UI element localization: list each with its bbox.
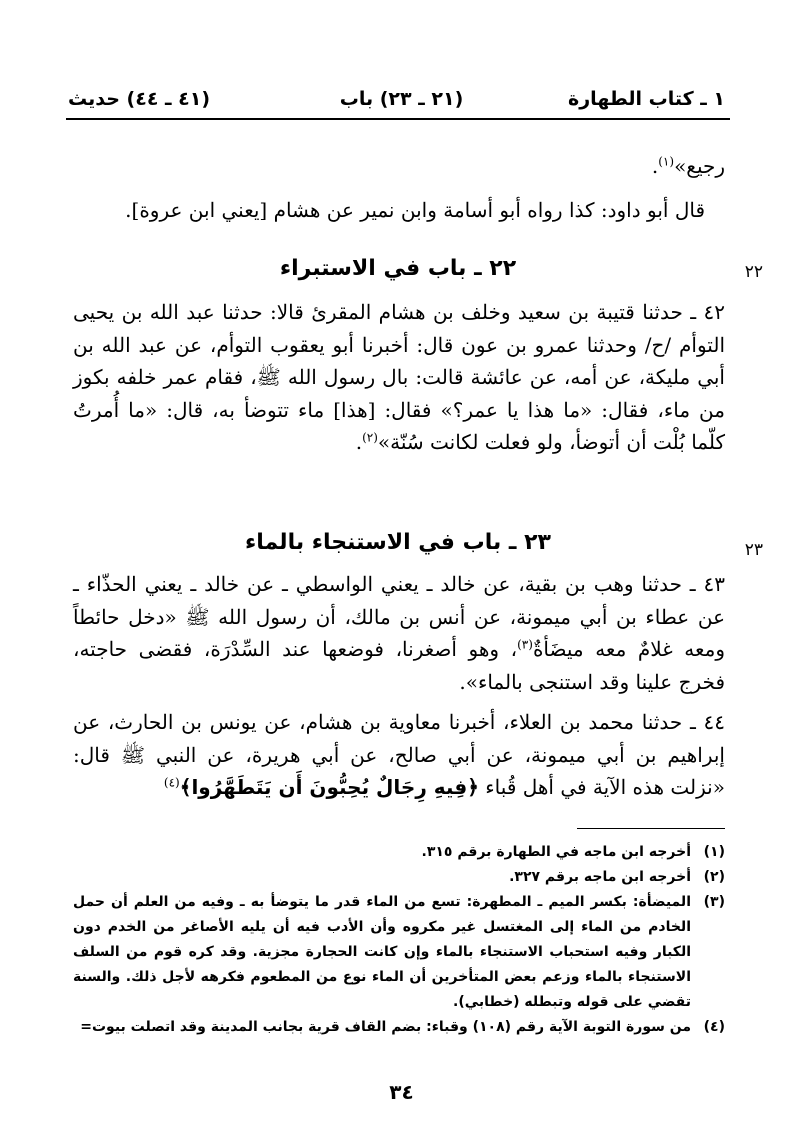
page-number: ٣٤ [389,1080,414,1104]
margin-section-number-23: ٢٣ [744,540,763,560]
footnote-3 [73,890,725,1015]
footnote-text: من سورة التوبة الآية رقم (١٠٨) وقباء: بضم القاف قرية بجانب المدينة وقد اتصلت بيوت= [80,1019,691,1035]
footnote-number: (٢) [703,869,725,885]
hadith-42-end: . [355,430,363,454]
hadith-43 [73,568,725,698]
quran-verse: ﴿فِيهِ رِجَالٌ يُحِبُّونَ أَن يَتَطَهَّرُوا﴾ [179,775,479,799]
footnote-ref-4: (٤) [163,775,180,790]
running-header-chapters: (٢١ ـ ٢٣) باب [339,88,464,110]
footnote-ref-2: (٢) [362,430,378,445]
hadith-43-text-b: ، وهو أصغرنا، فوضعها عند السِّدْرَة، فقضى حاجته، فخرج علينا وقد استنجى بالماء». [73,637,725,694]
intro-line-1 [73,150,725,183]
footnote-text: أخرجه ابن ماجه برقم ٣٢٧. [509,869,691,885]
hadith-44 [73,706,725,804]
header-rule [66,118,730,120]
running-header-book: ١ ـ كتاب الطهارة [568,88,725,110]
intro-line-2: قال أبو داود: كذا رواه أبو أسامة وابن نمير عن هشام [يعني ابن عروة]. [125,198,705,222]
section-title-23: ٢٣ ـ باب في الاستنجاء بالماء [245,530,551,555]
footnote-text: الميضأة: بكسر الميم ـ المطهرة: تسع من الماء قدر ما يتوضأ به ـ وفيه من العلم أن حمل الخادم من الماء إلى المغتسل غير مكروه وأن الأدب فيه أن يليه الأصاغر من الخدم دون الكبار وفيه استحباب الاستنجاء بالماء وإن كانت الحجارة مجزية. وقد كره قوم من السلف الاستنجاء بالماء وزعم بعض المتأخرين أن الماء نوع من المطعوم فكرهه لأجل ذلك. والسنة تقضي على قوله وتبطله (خطابي). [73,894,691,1010]
footnote-4 [73,1015,725,1040]
hadith-42-text: ٤٢ ـ حدثنا قتيبة بن سعيد وخلف بن هشام المقرئ قالا: حدثنا عبد الله بن يحيى التوأم /ح/ وحدثنا عمرو بن عون قال: أخبرنا أبو يعقوب التوأم، عن عبد الله بن أبي مليكة، عن أمه، عن عائشة قالت: بال رسول الله ﷺ، فقام عمر خلفه بكوز من ماء، فقال: «ما هذا يا عمر؟» فقال: [هذا] ماء تتوضأ به، قال: «ما أُمرتُ كلّما بُلْت أن أتوضأ، ولو فعلت لكانت سُنّة» [73,300,725,454]
footnote-text: أخرجه ابن ماجه في الطهارة برقم ٣١٥. [421,844,691,860]
hadith-42 [73,296,725,459]
intro-line-1-text: رجيع» [674,154,725,178]
footnote-2 [73,865,725,890]
footnote-ref-1: (١) [658,154,675,169]
hadith-43-text-a: ٤٣ ـ حدثنا وهب بن بقية، عن خالد ـ يعني الواسطي ـ عن خالد ـ يعني الحذّاء ـ عن عطاء بن أبي ميمونة، عن أنس بن مالك، أن رسول الله ﷺ «دخل حائطاً ومعه غلامٌ معه ميضَأةٌ [73,572,725,661]
margin-section-number-22: ٢٢ [744,262,763,282]
hadith-44-text: ٤٤ ـ حدثنا محمد بن العلاء، أخبرنا معاوية بن هشام، عن يونس بن الحارث، عن إبراهيم بن أبي ميمونة، عن أبي صالح، عن أبي هريرة، عن النبي ﷺ قال: «نزلت هذه الآية في أهل قُباء [73,710,725,799]
footnote-number: (٤) [703,1019,725,1035]
section-title-22: ٢٢ ـ باب في الاستبراء [279,256,517,281]
footnote-ref-3: (٣) [517,637,533,652]
footnotes [73,840,725,1040]
footnote-number: (٣) [703,894,725,910]
intro-line-1-end: . [651,154,659,178]
running-header-hadith-range: (٤١ ـ ٤٤) حديث [68,88,211,110]
footnote-1 [73,840,725,865]
footnote-number: (١) [703,844,725,860]
footnote-rule [577,828,725,829]
